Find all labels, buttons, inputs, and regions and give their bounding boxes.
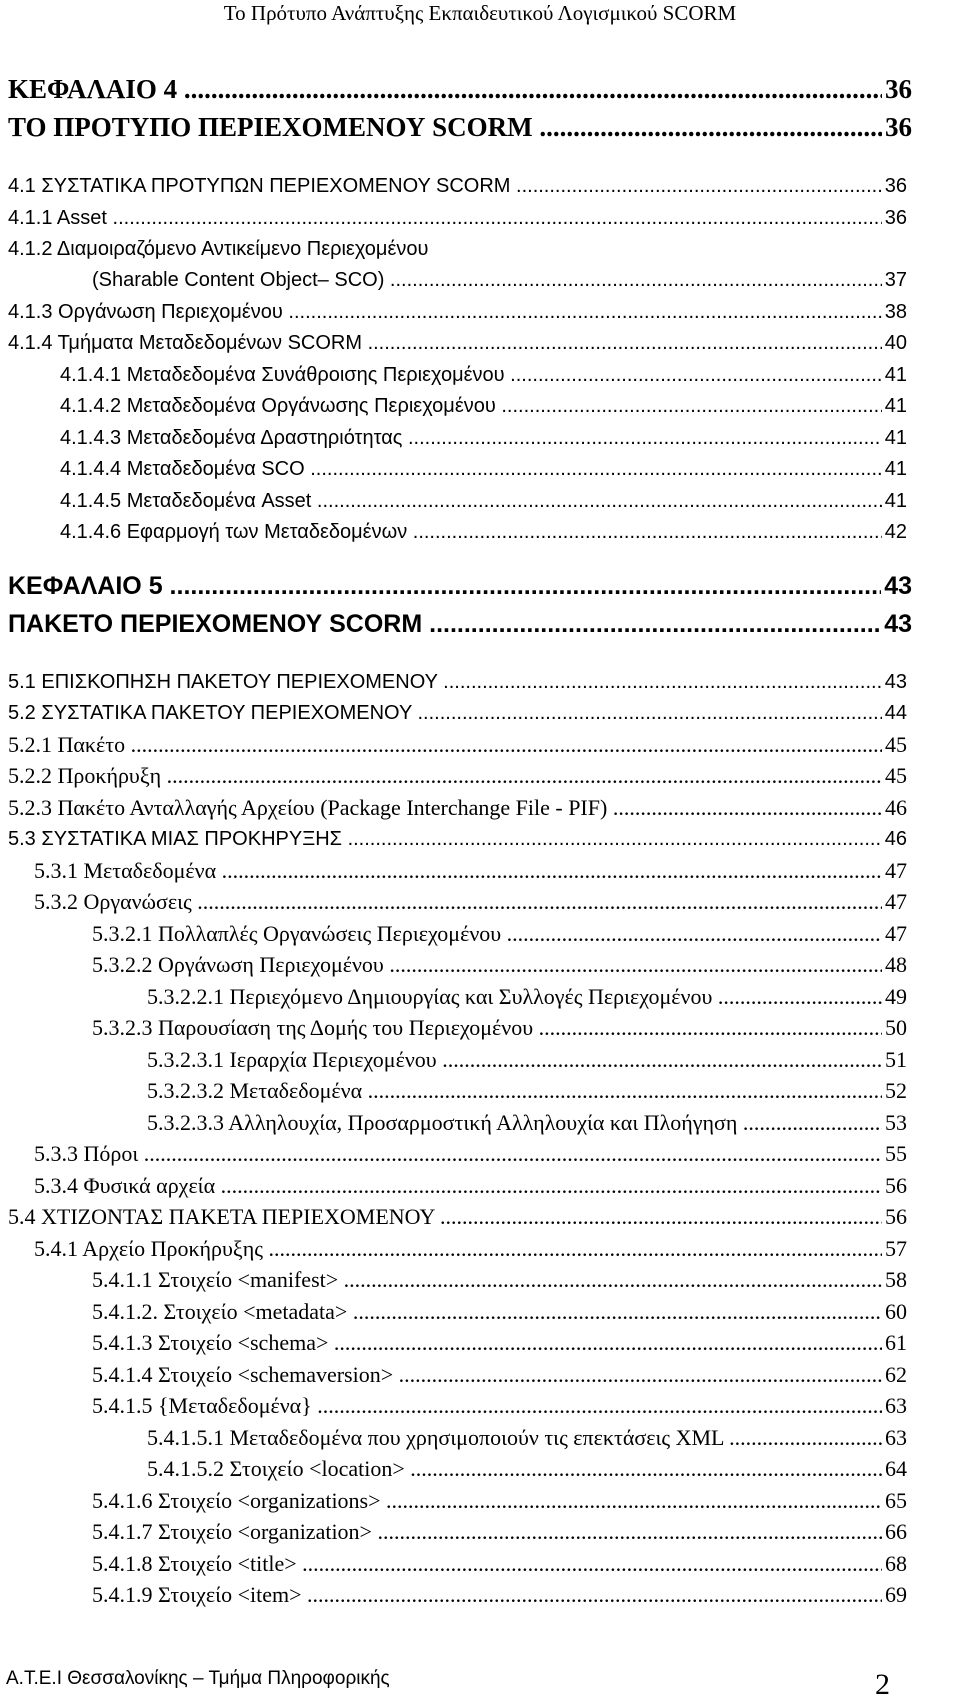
toc-entry-page: 62 [882, 1360, 907, 1390]
toc-entry-chapter-4-title[interactable] [8, 112, 912, 142]
toc-entry-text: 5.4.1.5.2 Στοιχείο <location> ..... [147, 1454, 907, 1484]
toc-entry-page: 37 [882, 265, 907, 295]
toc-entry-5-3-2-2[interactable] [92, 950, 907, 980]
toc-entry-4-1-2-cont[interactable] [92, 265, 907, 295]
toc-entry-text: ΠΑΚΕΤΟ ΠΕΡΙΕΧΟΜΕΝΟΥ SCORM ..... [8, 609, 912, 639]
toc-entry-5-3-2-3[interactable] [92, 1013, 907, 1043]
toc-entry-text: ΤΟ ΠΡΟΤΥΠΟ ΠΕΡΙΕΧΟΜΕΝΟΥ SCORM ..... [8, 112, 912, 142]
toc-entry-text: 5.4.1 Αρχείο Προκήρυξης ..... [34, 1234, 907, 1264]
toc-entry-5-4-1-7[interactable] [92, 1517, 907, 1547]
toc-entry-text: 5.3.3 Πόροι ..... [34, 1139, 907, 1169]
toc-entry-4-1-2[interactable] [8, 234, 907, 264]
toc-entry-text: 4.1.4.3 Μεταδεδομένα Δραστηριότητας ..... [60, 423, 907, 453]
toc-entry-page: 52 [882, 1076, 907, 1106]
toc-entry-text: 5.3.2.2.1 Περιεχόμενο Δημιουργίας και Συλλογές Περιεχομένου ..... [147, 982, 907, 1012]
toc-entry-text: 5.3.2.3.1 Ιεραρχία Περιεχομένου ..... [147, 1045, 907, 1075]
toc-entry-page: 42 [882, 517, 907, 547]
toc-entry-4-1-4-4[interactable] [60, 454, 907, 484]
toc-entry-5-2-3[interactable] [8, 793, 907, 823]
toc-entry-page: 47 [882, 919, 907, 949]
toc-entry-text: 5.3.2 Οργανώσεις ..... [34, 887, 907, 917]
toc-entry-page: 47 [882, 856, 907, 886]
toc-entry-page: 56 [882, 1171, 907, 1201]
running-header: Το Πρότυπο Ανάπτυξης Εκπαιδευτικού Λογισμικού SCORM [223, 1, 737, 25]
toc-entry-text: 5.3.2.3.3 Αλληλουχία, Προσαρμοστική Αλληλουχία και Πλοήγηση ..... [147, 1108, 907, 1138]
toc-entry-5-4-1-4[interactable] [92, 1360, 907, 1390]
toc-entry-chapter-4[interactable] [8, 74, 912, 104]
toc-entry-text: 4.1.1 Asset ..... [8, 203, 907, 233]
toc-entry-text: 5.3.2.2 Οργάνωση Περιεχομένου ..... [92, 950, 907, 980]
toc-entry-text: 5.4.1.9 Στοιχείο <item> ..... [92, 1580, 907, 1610]
toc-entry-text: 5.3.1 Μεταδεδομένα ..... [34, 856, 907, 886]
toc-entry-5-1[interactable] [8, 667, 907, 697]
toc-entry-page: 38 [882, 297, 907, 327]
toc-entry-chapter-5[interactable] [8, 571, 912, 601]
toc-entry-text: 5.4 ΧΤΙΖΟΝΤΑΣ ΠΑΚΕΤΑ ΠΕΡΙΕΧΟΜΕΝΟΥ ..... [8, 1202, 907, 1232]
toc-entry-text: 5.3.4 Φυσικά αρχεία ..... [34, 1171, 907, 1201]
toc-entry-text: 5.4.1.3 Στοιχείο <schema> ..... [92, 1328, 907, 1358]
toc-entry-page: 40 [882, 328, 907, 358]
toc-entry-text: 4.1.4.6 Εφαρμογή των Μεταδεδομένων ..... [60, 517, 907, 547]
toc-entry-text: 4.1.4.4 Μεταδεδομένα SCO ..... [60, 454, 907, 484]
toc-entry-5-3-2[interactable] [34, 887, 907, 917]
toc-entry-page: 55 [882, 1139, 907, 1169]
toc-entry-5-3-2-1[interactable] [92, 919, 907, 949]
toc-entry-page: 51 [882, 1045, 907, 1075]
toc-entry-4-1-1[interactable] [8, 203, 907, 233]
toc-entry-5-3-4[interactable] [34, 1171, 907, 1201]
toc-entry-text: 5.2.1 Πακέτο ..... [8, 730, 907, 760]
toc-entry-page: 49 [882, 982, 907, 1012]
toc-entry-text: 5.4.1.6 Στοιχείο <organizations> ..... [92, 1486, 907, 1516]
toc-entry-page: 57 [882, 1234, 907, 1264]
toc-entry-text: 4.1.3 Οργάνωση Περιεχομένου ..... [8, 297, 907, 327]
toc-entry-5-4-1-5[interactable] [92, 1391, 907, 1421]
toc-entry-page: 36 [882, 171, 907, 201]
toc-entry-5-3-2-3-1[interactable] [147, 1045, 907, 1075]
toc-entry-page: 41 [882, 423, 907, 453]
toc-entry-page: 68 [882, 1549, 907, 1579]
toc-entry-5-4-1-1[interactable] [92, 1265, 907, 1295]
toc-entry-page: 56 [882, 1202, 907, 1232]
toc-entry-page: 53 [882, 1108, 907, 1138]
toc-entry-5-4-1[interactable] [34, 1234, 907, 1264]
toc-entry-4-1-4[interactable] [8, 328, 907, 358]
toc-entry-text: ΚΕΦΑΛΑΙΟ 5 ..... [8, 571, 912, 601]
toc-entry-text: 5.2.3 Πακέτο Ανταλλαγής Αρχείου (Package Interchange File - PIF) ..... [8, 793, 907, 823]
toc-entry-page: 36 [882, 112, 912, 142]
toc-entry-text: 5.3.2.1 Πολλαπλές Οργανώσεις Περιεχομένου ..... [92, 919, 907, 949]
toc-entry-page: 41 [882, 391, 907, 421]
toc-entry-text: 5.4.1.5 {Μεταδεδομένα} ..... [92, 1391, 907, 1421]
footer-page-number: 2 [875, 1668, 890, 1701]
toc-entry-5-4-1-9[interactable] [92, 1580, 907, 1610]
toc-entry-5-3-3[interactable] [34, 1139, 907, 1169]
toc-entry-text: 5.4.1.2. Στοιχείο <metadata> ..... [92, 1297, 907, 1327]
toc-entry-text: 4.1 ΣΥΣΤΑΤΙΚΑ ΠΡΟΤΥΠΩΝ ΠΕΡΙΕΧΟΜΕΝΟΥ SCORM ..... [8, 171, 907, 201]
toc-entry-text: 5.3.2.3.2 Μεταδεδομένα ..... [147, 1076, 907, 1106]
toc-entry-page: 45 [882, 761, 907, 791]
toc-entry-text: 5.1 ΕΠΙΣΚΟΠΗΣΗ ΠΑΚΕΤΟΥ ΠΕΡΙΕΧΟΜΕΝΟΥ ..... [8, 667, 907, 697]
toc-entry-text: 5.4.1.1 Στοιχείο <manifest> ..... [92, 1265, 907, 1295]
toc-entry-text: 4.1.4 Τμήματα Μεταδεδομένων SCORM ..... [8, 328, 907, 358]
toc-entry-5-3-2-3-3[interactable] [147, 1108, 907, 1138]
toc-entry-4-1-4-1[interactable] [60, 360, 907, 390]
toc-entry-5-4[interactable] [8, 1202, 907, 1232]
toc-entry-text: 5.4.1.5.1 Μεταδεδομένα που χρησιμοποιούν τις επεκτάσεις XML ..... [147, 1423, 907, 1453]
toc-entry-4-1-4-3[interactable] [60, 423, 907, 453]
toc-entry-page: 36 [882, 203, 907, 233]
toc-entry-page: 43 [881, 571, 912, 601]
toc-entry-page: 63 [882, 1423, 907, 1453]
toc-entry-5-4-1-3[interactable] [92, 1328, 907, 1358]
toc-entry-chapter-5-title[interactable] [8, 609, 912, 639]
toc-entry-page: 45 [882, 730, 907, 760]
toc-entry-text: 4.1.4.5 Μεταδεδομένα Asset ..... [60, 486, 907, 516]
toc-entry-text: 5.2 ΣΥΣΤΑΤΙΚΑ ΠΑΚΕΤΟΥ ΠΕΡΙΕΧΟΜΕΝΟΥ ..... [8, 698, 907, 728]
toc-entry-text: 4.1.4.2 Μεταδεδομένα Οργάνωσης Περιεχομένου ..... [60, 391, 907, 421]
toc-entry-5-4-1-5-2[interactable] [147, 1454, 907, 1484]
toc-entry-text: 5.2.2 Προκήρυξη ..... [8, 761, 907, 791]
toc-entry-page: 69 [882, 1580, 907, 1610]
toc-entry-page: 58 [882, 1265, 907, 1295]
toc-entry-5-3-2-2-1[interactable] [147, 982, 907, 1012]
toc-entry-5-3[interactable] [8, 824, 907, 854]
toc-entry-page: 61 [882, 1328, 907, 1358]
toc-entry-4-1-4-6[interactable] [60, 517, 907, 547]
toc-entry-text: ΚΕΦΑΛΑΙΟ 4 ..... [8, 74, 912, 104]
toc-entry-page: 36 [882, 74, 912, 104]
toc-entry-4-1[interactable] [8, 171, 907, 201]
toc-entry-page: 41 [882, 486, 907, 516]
toc-entry-page: 47 [882, 887, 907, 917]
toc-entry-page: 43 [882, 667, 907, 697]
toc-entry-5-4-1-2[interactable] [92, 1297, 907, 1327]
toc-entry-text: 5.3 ΣΥΣΤΑΤΙΚΑ ΜΙΑΣ ΠΡΟΚΗΡΥΞΗΣ ..... [8, 824, 907, 854]
toc-entry-text: 5.4.1.7 Στοιχείο <organization> ..... [92, 1517, 907, 1547]
toc-entry-5-3-2-3-2[interactable] [147, 1076, 907, 1106]
toc-entry-page: 63 [882, 1391, 907, 1421]
toc-entry-text: 4.1.4.1 Μεταδεδομένα Συνάθροισης Περιεχομένου ..... [60, 360, 907, 390]
toc-entry-page: 50 [882, 1013, 907, 1043]
toc-entry-page: 43 [881, 609, 912, 639]
toc-entry-5-2-1[interactable] [8, 730, 907, 760]
toc-entry-page: 46 [882, 793, 907, 823]
toc-entry-4-1-3[interactable] [8, 297, 907, 327]
toc-entry-5-4-1-5-1[interactable] [147, 1423, 907, 1453]
toc-entry-4-1-4-5[interactable] [60, 486, 907, 516]
toc-entry-5-3-1[interactable] [34, 856, 907, 886]
toc-entry-5-4-1-8[interactable] [92, 1549, 907, 1579]
toc-entry-page: 41 [882, 454, 907, 484]
toc-entry-page: 64 [882, 1454, 907, 1484]
toc-entry-page: 66 [882, 1517, 907, 1547]
toc-entry-page: 44 [882, 698, 907, 728]
toc-entry-page: 65 [882, 1486, 907, 1516]
toc-entry-5-2[interactable] [8, 698, 907, 728]
toc-entry-text: 5.3.2.3 Παρουσίαση της Δομής του Περιεχομένου ..... [92, 1013, 907, 1043]
toc-entry-text: 5.4.1.4 Στοιχείο <schemaversion> ..... [92, 1360, 907, 1390]
toc-entry-page: 46 [882, 824, 907, 854]
toc-entry-text: (Sharable Content Object– SCO) ..... [92, 265, 907, 295]
toc-entry-5-2-2[interactable] [8, 761, 907, 791]
footer-institution: Α.Τ.Ε.Ι Θεσσαλονίκης – Τμήμα Πληροφορικής [6, 1668, 390, 1689]
toc-entry-text: 5.4.1.8 Στοιχείο <title> ..... [92, 1549, 907, 1579]
toc-entry-4-1-4-2[interactable] [60, 391, 907, 421]
toc-entry-5-4-1-6[interactable] [92, 1486, 907, 1516]
toc-entry-page: 60 [882, 1297, 907, 1327]
toc-entry-page: 48 [882, 950, 907, 980]
toc-entry-text: 4.1.2 Διαμοιραζόμενο Αντικείμενο Περιεχομένου [8, 238, 429, 260]
toc-entry-page: 41 [882, 360, 907, 390]
